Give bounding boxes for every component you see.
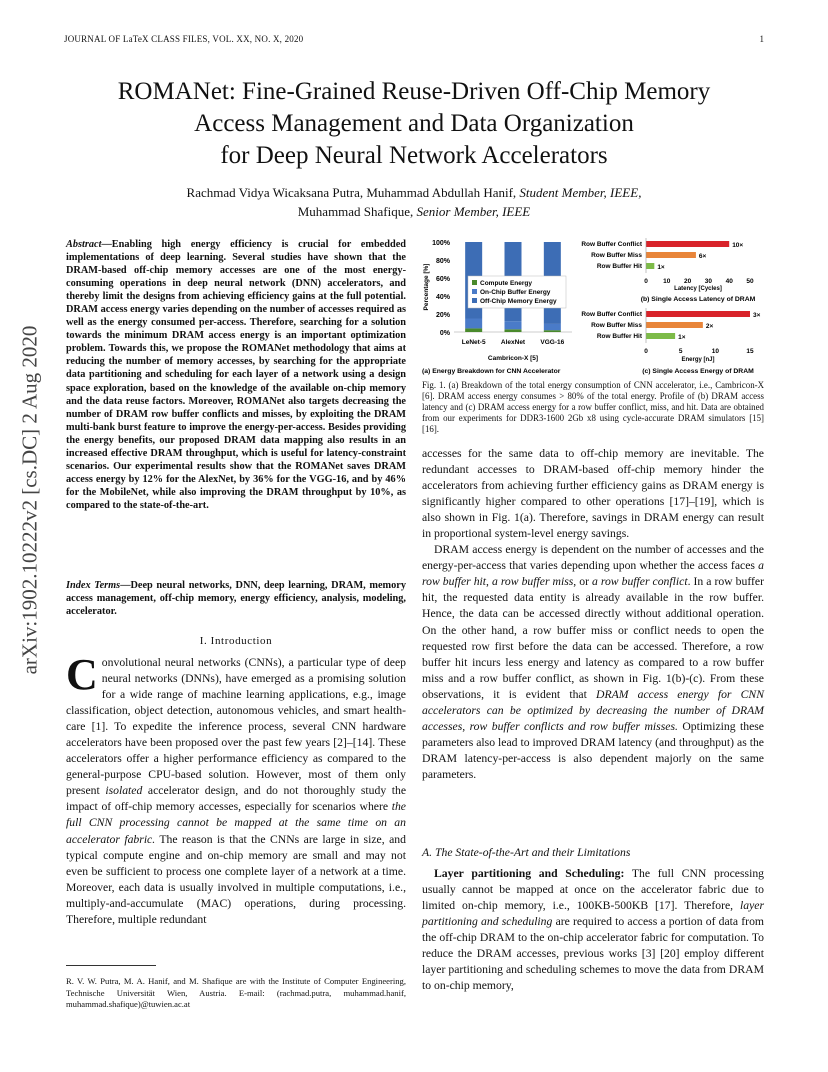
x-tick-label: 10 bbox=[711, 348, 719, 355]
category-label: Row Buffer Hit bbox=[596, 263, 642, 270]
figure-caption: Fig. 1. (a) Breakdown of the total energy consumption of CNN accelerator, i.e., Cambricon-X [6]. DRAM access energy consumes > 80% of the total energy. Profile of (b) DRAM access latency and (c) DRAM access energy for a row buffer conflict, miss, and hit. Data are obtained from our experiments for DDR3-1600 2Gb x8 using cycle-accurate DRAM simulators [15] [16]. bbox=[422, 380, 764, 435]
intro-text: accelerator design, and do not thoroughly study the impact of off-chip memory accesses, especially for scenarios where bbox=[66, 784, 407, 814]
intro-text: The reason is that the CNNs are large in size, and typical compute engine and on-chip memory are small and may not even be sufficient to process one complete layer of a network at a time. Moreover, each data is usually involved in multiple computations, i.e., multiply-and-accumulate (MAC) operations, during processing. Therefore, multiple redundant bbox=[66, 832, 406, 926]
x-tick-label: LeNet-5 bbox=[461, 339, 486, 346]
intro-text: onvolutional neural networks (CNNs), a particular type of deep neural networks (DNNs), have emerged as a promising solution for a wide range of machine learning applications, e.g., image classification, object detection, autonomous vehicles, and smart health-care [1]. To expedite the inference process, several CNN hardware accelerators have been proposed over the past few years [2]–[14]. These accelerators offer a higher performance efficiency as compared to the general-purpose CPU-based solution. However, most of them only present bbox=[66, 656, 406, 798]
bar bbox=[646, 263, 654, 269]
intro-emphasis: isolated bbox=[105, 784, 143, 798]
index-terms-text: —Deep neural networks, DNN, deep learning, DRAM, memory access management, off-chip memory, energy efficiency, analysis, modeling, accelerator. bbox=[66, 580, 406, 618]
chart-title: (b) Single Access Latency of DRAM bbox=[640, 296, 756, 303]
x-tick-label: 15 bbox=[746, 348, 754, 355]
chart-access-latency bbox=[581, 238, 755, 303]
author-names: Muhammad Shafique, bbox=[297, 204, 414, 219]
x-axis-label: Cambricon-X [5] bbox=[487, 355, 539, 362]
paragraph: accesses for the same data to off-chip memory are inevitable. The redundant accesses to DRAM-based off-chip memory hinder the accelerators from achieving further efficiency gains as DRAM energy is significantly higher compared to other operations [17]–[19], which is also shown in Fig. 1(a). Therefore, savings in DRAM energy can result in proportional system-level energy savings. bbox=[422, 447, 764, 541]
bar-segment bbox=[544, 330, 561, 332]
bar bbox=[646, 333, 675, 339]
footnote: R. V. W. Putra, M. A. Hanif, and M. Shafique are with the Institute of Computer Engineering, Technische Universität Wien, Austria. E-mail: (rachmad.putra, muhammad.hanif, muhammad.shafique)@tuwien.ac.at bbox=[66, 976, 406, 1009]
intro-paragraph bbox=[66, 650, 407, 928]
data-label: 6× bbox=[698, 253, 707, 260]
category-label: Row Buffer Miss bbox=[591, 322, 642, 329]
category-label: Row Buffer Conflict bbox=[581, 241, 642, 248]
bar bbox=[646, 241, 729, 247]
author-role: Senior Member, IEEE bbox=[416, 204, 531, 219]
paragraph: DRAM access energy is dependent on the number of accesses and the energy-per-access that varies depending upon whether the access faces a row buffer hit, a row buffer miss, or a row buffer conflict. In a row buffer hit, the requested data entity is already available in the row buffer. Hence, the data can be accessed directly without additional operation. On the other hand, a row buffer miss or conflict needs to open the requested row first before the data can be accessed. Therefore, a row buffer hit incurs less energy and latency as compared to a row buffer miss and a row buffer conflict, as shown in Fig. 1(b)-(c). From these observations, it is evident that DRAM access energy for CNN accelerators can be optimized by decreasing the number of DRAM accesses, row buffer conflicts and row buffer misses. Optimizing these parameters also lead to improved DRAM latency (and throughput) as the DRAM latency-per-access is also dependent majorly on the same parameters. bbox=[422, 543, 765, 781]
author-list bbox=[64, 183, 764, 221]
right-column-text-2 bbox=[422, 866, 764, 994]
x-tick-label: 5 bbox=[678, 348, 683, 355]
category-label: Row Buffer Miss bbox=[591, 252, 642, 259]
x-tick-label: 50 bbox=[746, 278, 754, 285]
running-header: JOURNAL OF LaTeX CLASS FILES, VOL. XX, NO. X, 2020 bbox=[64, 34, 304, 44]
chart-energy-breakdown bbox=[422, 240, 572, 375]
x-tick-label: AlexNet bbox=[500, 339, 526, 346]
category-label: Row Buffer Conflict bbox=[581, 311, 642, 318]
index-terms-label: Index Terms bbox=[66, 580, 121, 591]
page-number: 1 bbox=[759, 34, 764, 44]
x-tick-label: 20 bbox=[683, 278, 692, 285]
right-column-text bbox=[422, 446, 764, 783]
bar-segment bbox=[505, 329, 522, 332]
text-emphasis: layer partitioning and scheduling bbox=[422, 899, 764, 929]
y-tick-label: 0% bbox=[439, 330, 450, 337]
bar-segment bbox=[544, 324, 561, 330]
text-run: . In a row buffer hit, the requested data entity is already available in the row buffer. Hence, the data can be accessed directly without additional operation. On the other hand, a row buffer miss or conflict needs to open the requested row first before the data can be accessed. Therefore, a row buffer hit incurs less energy and latency as compared to a row buffer miss and a row buffer conflict, as shown in Fig. 1(b)-(c). From these observations, it is evident that bbox=[422, 575, 764, 701]
figure-1 bbox=[418, 232, 770, 378]
text-run: are required to access a portion of data from the off-chip DRAM to the on-chip accelerator fabric for computation. To reduce the DRAM accesses, previous works [3] [20] employ different layer partitioning and scheduling schemes to move the data from DRAM to on-chip memory, bbox=[422, 915, 765, 993]
abstract bbox=[66, 238, 406, 512]
x-tick-label: 40 bbox=[725, 278, 733, 285]
title-line: ROMANet: Fine-Grained Reuse-Driven Off-Chip Memory bbox=[117, 78, 711, 105]
author-role: Student Member, IEEE, bbox=[519, 185, 642, 200]
author-names: Rachmad Vidya Wicaksana Putra, Muhammad Abdullah Hanif, bbox=[186, 185, 517, 200]
text-emphasis: a row buffer hit bbox=[422, 559, 765, 589]
text-emphasis: a row buffer conflict bbox=[591, 575, 688, 589]
bar bbox=[646, 311, 750, 317]
bar bbox=[646, 252, 696, 258]
text-run: DRAM access energy is dependent on the number of accesses and the energy-per-access that varies depending upon whether the access faces bbox=[422, 543, 764, 573]
legend-entry: Off-Chip Memory Energy bbox=[480, 298, 557, 305]
text-emphasis: DRAM access energy for CNN accelerators can be optimized by decreasing the number of DRAM accesses, row buffer conflicts and row buffer misses. bbox=[422, 687, 765, 733]
x-tick-label: 30 bbox=[704, 278, 713, 285]
section-heading: I. Introduction bbox=[199, 635, 273, 647]
text-run: The full CNN processing usually cannot be mapped at once on the accelerator fabric due to limited on-chip memory, i.e., 100KB-500KB [17]. Therefore, bbox=[422, 867, 765, 913]
y-axis-label: Percentage [%] bbox=[423, 263, 430, 311]
legend bbox=[468, 276, 566, 308]
data-label: 2× bbox=[705, 323, 714, 330]
y-tick-label: 80% bbox=[435, 258, 450, 265]
data-label: 10× bbox=[732, 242, 744, 249]
chart-title: (a) Energy Breakdown for CNN Accelerator bbox=[422, 368, 561, 375]
data-label: 1× bbox=[678, 334, 686, 341]
chart-title: (c) Single Access Energy of DRAM bbox=[642, 368, 754, 375]
text-emphasis: a row buffer miss bbox=[491, 575, 574, 589]
bar bbox=[646, 322, 703, 328]
run-in-heading: Layer partitioning and Scheduling: bbox=[434, 867, 625, 880]
arxiv-id: arXiv:1902.10222v2 [cs.DC] 2 Aug 2020 bbox=[17, 325, 42, 675]
chart-access-energy bbox=[581, 308, 760, 375]
abstract-label: Abstract bbox=[66, 239, 102, 250]
bar-segment bbox=[465, 319, 482, 329]
data-label: 3× bbox=[753, 312, 761, 319]
title-line: for Deep Neural Network Accelerators bbox=[220, 142, 608, 169]
y-tick-label: 40% bbox=[435, 294, 450, 301]
y-tick-label: 100% bbox=[432, 240, 450, 247]
x-tick-label: VGG-16 bbox=[540, 339, 565, 346]
x-axis-label: Energy [nJ] bbox=[681, 357, 715, 363]
x-axis-label: Latency [Cycles] bbox=[674, 286, 722, 292]
data-label: 1× bbox=[657, 264, 665, 271]
footnote-rule bbox=[66, 965, 156, 966]
index-terms bbox=[66, 579, 406, 618]
legend-entry: On-Chip Buffer Energy bbox=[480, 289, 551, 296]
paragraph bbox=[422, 866, 764, 994]
category-label: Row Buffer Hit bbox=[596, 333, 642, 340]
text-run: Optimizing these parameters also lead to improved DRAM latency (and throughput) as the DRAM latency-per-access is also dependent majorly on the same parameters. bbox=[422, 719, 764, 781]
legend-swatch bbox=[472, 298, 477, 303]
y-tick-label: 60% bbox=[435, 276, 450, 283]
subsection-heading: A. The State-of-the-Art and their Limitations bbox=[422, 846, 631, 859]
x-tick-label: 10 bbox=[663, 278, 671, 285]
x-tick-label: 0 bbox=[644, 278, 648, 285]
intro-emphasis: the full CNN processing cannot be mapped at the same time on an accelerator fabric. bbox=[66, 800, 406, 846]
drop-cap: C bbox=[66, 650, 98, 699]
arxiv-stamp bbox=[12, 260, 48, 740]
legend-swatch bbox=[472, 289, 477, 294]
legend-entry: Compute Energy bbox=[480, 280, 533, 287]
bar-segment bbox=[505, 321, 522, 329]
abstract-text: —Enabling high energy efficiency is crucial for embedded implementations of deep learning. Several studies have shown that the DRAM-based off-chip memory accesses are one of the most energy-consuming operations in deep neural network (DNN) accelerators, and thereby limit the designs from achieving efficiency gains at the full potential. DRAM access energy varies depending on the number of accesses required as well as the energy consumed per-access. Therefore, searching for a solution towards the minimum DRAM access energy is an important optimization problem. Towards this, we propose the ROMANet methodology that aims at reducing the number of memory accesses, by searching for the appropriate data partitioning and scheduling for each layer of a network using a design space exploration, based on the knowledge of the available on-chip memory and the data reuse factors. Moreover, ROMANet also targets decreasing the number of DRAM row buffer conflicts and misses, by exploiting the DRAM multi-bank burst feature to improve the energy-per-access. Besides providing the energy benefits, our proposed DRAM data mapping also results in an increased effective DRAM throughput, which is useful for latency-constraint scenarios. Our experimental results show that the ROMANet saves DRAM access energy by 12% for the AlexNet, by 36% for the VGG-16, and by 46% for the MobileNet, while also improving the DRAM throughput by 10%, as compared to the state-of-the-art. bbox=[66, 239, 406, 511]
y-tick-label: 20% bbox=[435, 312, 450, 319]
paper-title bbox=[64, 76, 764, 172]
x-tick-label: 0 bbox=[644, 348, 648, 355]
title-line: Access Management and Data Organization bbox=[194, 110, 634, 137]
bar-segment bbox=[465, 328, 482, 332]
legend-swatch bbox=[472, 280, 477, 285]
